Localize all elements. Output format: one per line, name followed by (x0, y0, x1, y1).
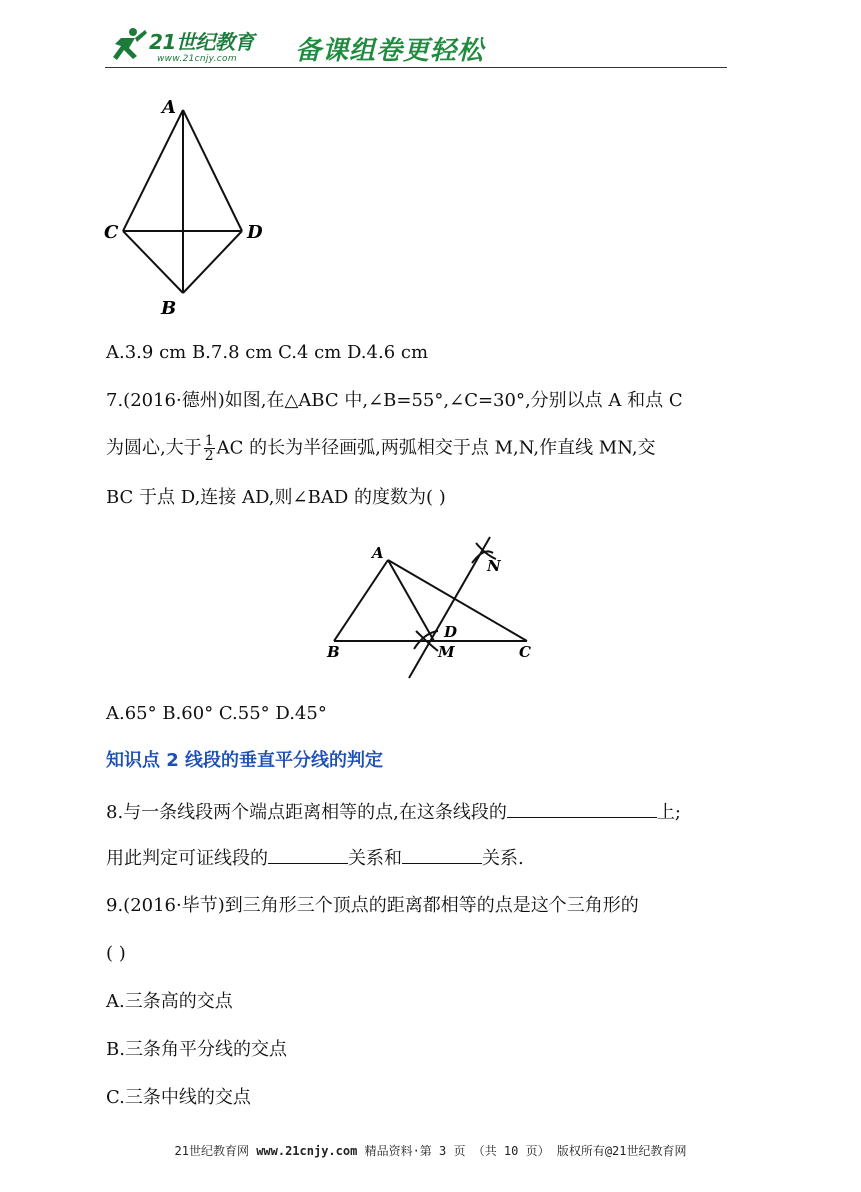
segment-CB (123, 231, 183, 293)
frac-numerator: 1 (204, 433, 214, 449)
q7-line3: BC 于点 D,连接 AD,则∠BAD 的度数为( ) (106, 487, 446, 508)
segment-AD (183, 110, 242, 231)
label-A: A (162, 97, 176, 118)
runner-logo-icon (107, 26, 149, 64)
footer-url[interactable]: www.21cnjy.com (256, 1144, 358, 1158)
q9-option-b: B.三条角平分线的交点 (106, 1039, 287, 1060)
label-C: C (519, 643, 531, 661)
label-D: D (247, 222, 263, 243)
frac-denominator: 2 (204, 448, 214, 464)
figure-kite (100, 96, 270, 321)
q9-line2: ( ) (106, 943, 126, 964)
q8-line2-a: 用此判定可证线段的 (106, 848, 268, 869)
brand-url: www.21cnjy.com (157, 54, 237, 64)
answer-blank-3[interactable] (402, 845, 482, 864)
q9-option-a: A.三条高的交点 (106, 991, 233, 1012)
brand-name: 21世纪教育 (149, 30, 254, 54)
label-D: D (444, 623, 458, 641)
q7-line1: 7.(2016·德州)如图,在△ABC 中,∠B=55°,∠C=30°,分别以点 A 和点 C (106, 390, 683, 411)
q8-line1-b: 上; (656, 802, 681, 823)
segment-AC (123, 110, 183, 231)
q9-line1: 9.(2016·毕节)到三角形三个顶点的距离都相等的点是这个三角形的 (106, 895, 639, 916)
q8-line1 (106, 799, 681, 825)
q8-line2 (106, 845, 524, 871)
label-M: M (438, 643, 455, 661)
label-C: C (104, 222, 119, 243)
label-A: A (372, 544, 384, 562)
header-rule (105, 67, 727, 68)
segment-DB (183, 231, 242, 293)
footer-post: 精品资料·第 3 页 （共 10 页） 版权所有@21世纪教育网 (357, 1144, 687, 1158)
segment-AC (388, 560, 527, 641)
footer-pre: 21世纪教育网 (174, 1144, 257, 1158)
segment-AD (388, 560, 434, 641)
answer-blank-1[interactable] (507, 799, 657, 818)
q7-options: A.65° B.60° C.55° D.45° (106, 703, 327, 724)
segment-AB (334, 560, 388, 641)
q8-line2-b: 关系和 (348, 848, 402, 869)
section-heading: 知识点 2 线段的垂直平分线的判定 (106, 750, 384, 771)
label-N: N (487, 557, 501, 575)
page-header (105, 24, 727, 70)
answer-blank-2[interactable] (268, 845, 348, 864)
label-B: B (161, 298, 177, 319)
figure-triangle-bisector (320, 525, 540, 685)
q7-line2 (106, 434, 656, 463)
fraction-one-half (204, 434, 215, 463)
q8-line1-a: 8.与一条线段两个端点距离相等的点,在这条线段的 (106, 802, 507, 823)
label-B: B (327, 643, 340, 661)
q9-option-c: C.三条中线的交点 (106, 1087, 251, 1108)
q7-line2-b: AC 的长为半径画弧,两弧相交于点 M,N,作直线 MN,交 (216, 437, 656, 459)
q7-line2-a: 为圆心,大于 (106, 437, 202, 459)
header-slogan: 备课组卷更轻松 (295, 36, 485, 66)
q8-line2-c: 关系. (482, 848, 524, 869)
page-footer (0, 1142, 861, 1159)
q6-options: A.3.9 cm B.7.8 cm C.4 cm D.4.6 cm (106, 342, 429, 363)
